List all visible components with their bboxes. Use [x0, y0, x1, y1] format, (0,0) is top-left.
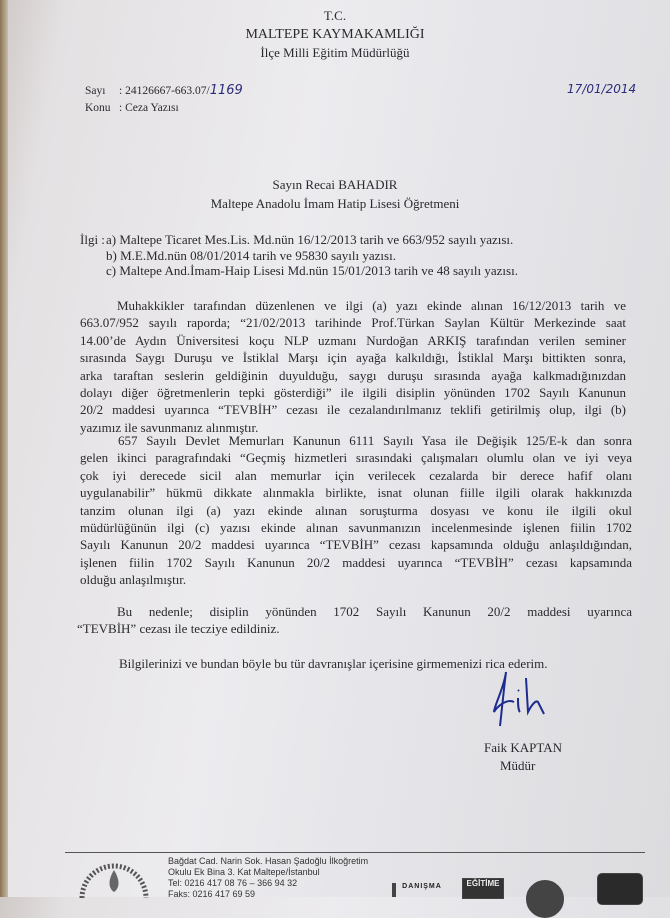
signatory-name: Faik KAPTAN	[484, 740, 563, 755]
paragraph-line: sırasında Saygı Duruşu ve İstiklal Marşı için ayağa kalkıldığı, İstiklal Marşı bittikten sonra,	[80, 350, 626, 366]
sayi-row	[85, 83, 243, 98]
background-edge	[0, 0, 8, 897]
recipient-title: Maltepe Anadolu İmam Hatip Lisesi Öğretmeni	[210, 196, 460, 211]
paragraph-2	[80, 432, 632, 589]
paragraph-1	[80, 297, 626, 436]
paragraph-line: 20/2 maddesi uyarınca “TEVBİH” cezası ile cezalandırılmanız teklifi getirilmiş olup, ilgi (b)	[80, 402, 626, 418]
ilgi-item-a: a) Maltepe Ticaret Mes.Lis. Md.nün 16/12/2013 tarih ve 663/952 sayılı yazısı.	[106, 232, 514, 247]
footer-phone: Tel: 0216 417 08 76 – 366 94 32	[168, 878, 298, 888]
recipient-name: Sayın Recai BAHADIR	[272, 177, 398, 192]
footer-fax: Faks: 0216 417 69 59	[168, 889, 256, 899]
paragraph-line: gelen ikinci paragrafındaki “Geçmiş hizmetleri sırasındaki çalışmaları olumlu olan ve iyi veya	[80, 450, 632, 466]
signature-image	[488, 668, 554, 730]
paragraph-line: dolayı diğer öğretmenlerin tepki gösterdiği” ile ilgili disiplin yönünden 1702 Sayılı Kanunun	[80, 384, 626, 400]
footer-address-line: Bağdat Cad. Narin Sok. Hasan Şadoğlu İlkoğretim	[168, 856, 369, 866]
round-logo	[526, 880, 564, 918]
date-handwritten: 17/01/2014	[567, 82, 637, 96]
paragraph-line: 663.07/952 sayılı raporda; “21/02/2013 tarihinde Prof.Türkan Saylan Kültür Merkezinde saat	[80, 315, 626, 331]
ilgi-item-b: b) M.E.Md.nün 08/01/2014 tarih ve 95830 sayılı yazısı.	[106, 248, 396, 263]
paragraph-line: Muhakkikler tarafından düzenlenen ve ilgi (a) yazı ekinde alınan 16/12/2013 tarih ve	[117, 298, 626, 313]
sayi-label: Sayı	[85, 85, 106, 97]
konu-label: Konu	[85, 102, 111, 114]
egitime-logo: EĞİTİME	[462, 878, 504, 899]
ministry-logo	[78, 858, 150, 898]
paragraph-line: Bilgilerinizi ve bundan böyle bu tür davranışlar içerisine girmemenizi rica ederim.	[119, 656, 548, 671]
sayi-value: : 24126667-663.07/	[119, 85, 210, 97]
header-institution: MALTEPE KAYMAKAMLIĞI	[245, 27, 425, 42]
paragraph-line: yazımız ile savunmanız alınmıştır.	[80, 419, 259, 435]
paragraph-line: olduğu anlaşılmıştır.	[80, 572, 187, 588]
sayi-handwritten: 1169	[209, 83, 243, 98]
ilgi-label: İlgi :	[80, 232, 105, 247]
konu-value: : Ceza Yazısı	[119, 102, 179, 114]
paragraph-line: çok iyi derecede sicil alan memurlar için verilecek cezalarda bir derece hafif olanı	[80, 467, 632, 483]
danisma-logo: DANIŞMA	[392, 883, 448, 897]
header-directorate: İlçe Milli Eğitim Müdürlüğü	[260, 45, 410, 60]
signatory-title: Müdür	[500, 758, 536, 773]
paragraph-line: 14.00’de Aydın Üniversitesi koçu NLP uzmanı Nurdoğan ARKIŞ tarafından verilen seminer	[80, 332, 626, 348]
footer-address	[168, 856, 368, 900]
konu-row	[85, 102, 179, 114]
header-tc: T.C.	[323, 8, 347, 23]
paragraph-4	[119, 655, 639, 672]
paragraph-line: Bu nedenle; disiplin yönünden 1702 Sayılı Kanunun 20/2 maddesi uyarınca	[117, 604, 632, 619]
paragraph-line: uygulanabilir” hükmü dikkate alınmakla birlikte, isnat olunan fiille ilgili olarak hakkınızda	[80, 485, 632, 501]
paragraph-line: 657 Sayılı Devlet Memurları Kanunun 6111 Sayılı Yasa ile Değişik 125/E-k dan sonra	[118, 433, 632, 448]
paragraph-line: müdürlüğünün ilgi (c) yazısı ekinde alınan savunmanızın incelenmesinde işlenen fiilin 1702	[80, 519, 632, 535]
paragraph-line: işlenen fiilin 1702 Sayılı Kanunun 20/2 maddesi uyarınca “TEVBİH” cezası kapsamında	[80, 554, 632, 570]
footer-divider	[65, 852, 645, 853]
ilgi-item-c: c) Maltepe And.İmam-Haip Lisesi Md.nün 15/01/2013 tarih ve 48 sayılı yazısı.	[106, 263, 518, 278]
paragraph-line: Sayılı Kanunun 20/2 maddesi uyarınca “TEVBİH” cezası kapsamında olduğu anlaşıldığından,	[80, 537, 632, 553]
paragraph-line: arka taraftan seslerin geldiğinin duyulduğu, saygı duruşu sırasında ayağa kalkmadığınızdan	[80, 367, 626, 383]
footer-address-line: Okulu Ek Bina 3. Kat Maltepe/İstanbul	[168, 867, 320, 877]
paragraph-line: “TEVBİH” cezası ile tecziye edildiniz.	[77, 621, 280, 637]
paragraph-line: tanzim olunan ilgi (a) yazı ekinde alınan soruşturma dosyası ve konu ile ilgili okul	[80, 502, 632, 518]
square-logo	[597, 873, 643, 905]
paragraph-3	[77, 603, 632, 638]
